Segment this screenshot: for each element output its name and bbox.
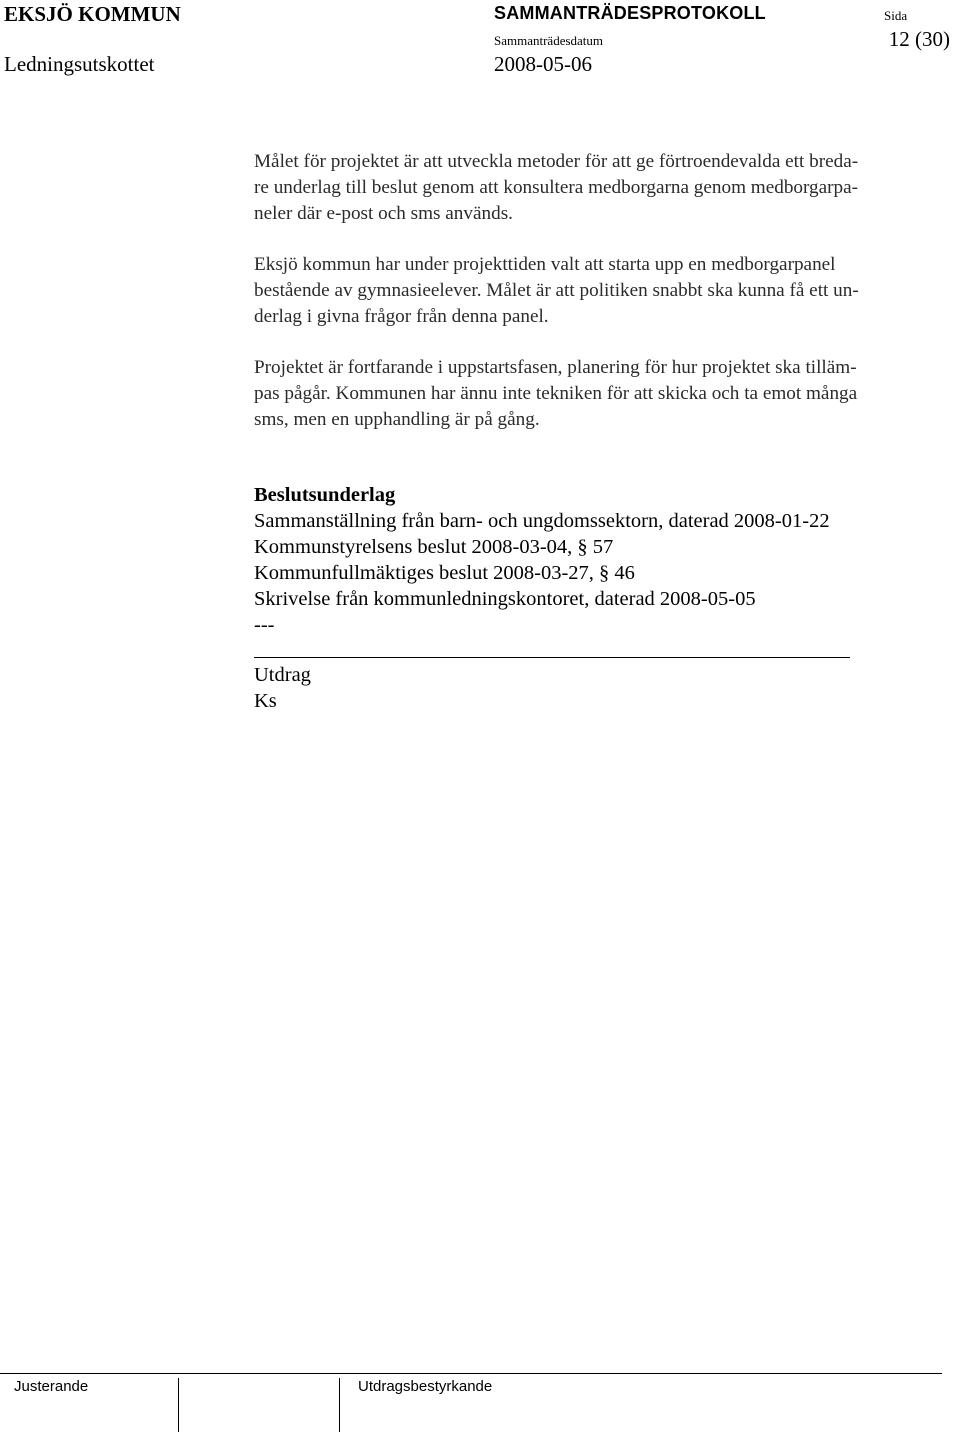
decision-basis-item: Skrivelse från kommunledningskontoret, daterad 2008-05-05 [254,588,756,610]
paragraph-project-status [254,355,954,433]
page-label: Sida [884,8,908,23]
footer-certifier-label: Utdragsbestyrkande [358,1378,493,1395]
meeting-date: 2008-05-06 [494,52,592,76]
paragraph-line: Eksjö kommun har under projekttiden valt att starta upp en medborgarpanel [254,254,836,275]
footer-signature-box-divider [178,1378,179,1432]
document-type: SAMMANTRÄDESPROTOKOLL [494,3,766,23]
paragraph-citizen-panel [254,252,954,330]
footer-signature-box-divider [339,1378,340,1432]
paragraph-line: neler där e-post och sms används. [254,203,513,224]
decision-basis-separator: --- [254,614,275,636]
extract-recipient: Ks [254,690,277,712]
extract-label: Utdrag [254,664,311,686]
paragraph-line: derlag i givna frågor från denna panel. [254,306,549,327]
footer-divider [0,1373,942,1374]
decision-basis-item: Kommunfullmäktiges beslut 2008-03-27, § 46 [254,562,635,584]
paragraph-line: sms, men en upphandling är på gång. [254,409,540,430]
meeting-date-label: Sammanträdesdatum [494,33,604,48]
paragraph-line: re underlag till beslut genom att konsultera medborgarna genom medborgarpa- [254,177,859,198]
paragraph-line: pas pågår. Kommunen har ännu inte tekniken för att skicka och ta emot många [254,383,858,404]
paragraph-project-goal [254,149,954,227]
extract-distribution [254,662,311,714]
decision-basis-item: Kommunstyrelsens beslut 2008-03-04, § 57 [254,536,614,558]
paragraph-line: bestående av gymnasieelever. Målet är att politiken snabbt ska kunna få ett un- [254,280,859,301]
page-number: 12 (30) [888,27,950,51]
footer-adjuster-label: Justerande [14,1378,89,1395]
paragraph-line: Målet för projektet är att utveckla metoder för att ge förtroendevalda ett breda- [254,151,859,172]
decision-basis-item: Sammanställning från barn- och ungdomssektorn, daterad 2008-01-22 [254,510,830,532]
section-divider [254,657,850,658]
paragraph-line: Projektet är fortfarande i uppstartsfasen, planering för hur projektet ska tilläm- [254,357,857,378]
decision-basis-heading: Beslutsunderlag [254,484,396,506]
decision-basis [254,482,954,638]
committee-name: Ledningsutskottet [4,52,155,76]
organization-name: EKSJÖ KOMMUN [4,2,181,26]
